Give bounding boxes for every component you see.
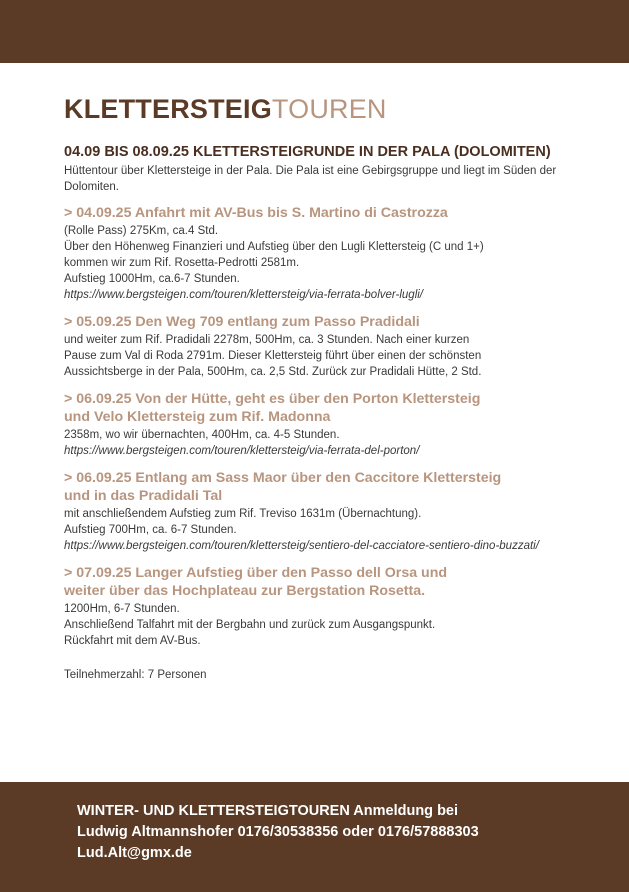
day-heading: > 07.09.25 Langer Aufstieg über den Passo dell Orsa und — [64, 565, 448, 581]
day-heading: und in das Pradidali Tal — [64, 488, 223, 504]
route-link[interactable]: https://www.bergsteigen.com/touren/klettersteig/via-ferrata-del-porton/ — [64, 445, 420, 457]
tour-subtitle: 04.09 BIS 08.09.25 KLETTERSTEIGRUNDE IN DER PALA (DOLOMITEN) — [64, 144, 551, 160]
day-line: Pause zum Val di Roda 2791m. Dieser Klettersteig führt über einen der schönsten — [64, 350, 482, 362]
route-link[interactable]: https://www.bergsteigen.com/touren/klettersteig/via-ferrata-bolver-lugli/ — [64, 289, 424, 301]
top-banner — [0, 0, 629, 63]
day-line: (Rolle Pass) 275Km, ca.4 Std. — [64, 225, 219, 237]
day-line: Aufstieg 700Hm, ca. 6-7 Stunden. — [64, 524, 237, 536]
day-line: Über den Höhenweg Finanzieri und Aufstieg über den Lugli Klettersteig (C und 1+) — [64, 241, 484, 253]
day-heading: > 04.09.25 Anfahrt mit AV-Bus bis S. Martino di Castrozza — [64, 205, 448, 221]
intro-line: Dolomiten. — [64, 181, 119, 193]
day-heading: weiter über das Hochplateau zur Bergstation Rosetta. — [64, 583, 426, 599]
intro-text — [64, 163, 604, 195]
route-link[interactable]: https://www.bergsteigen.com/touren/klettersteig/sentiero-del-cacciatore-sentiero-dino-buzzati/ — [64, 540, 539, 552]
footer-contact — [77, 801, 617, 864]
day-section-1 — [64, 205, 604, 303]
intro-line: Hüttentour über Klettersteige in der Pala. Die Pala ist eine Gebirgsgruppe und liegt im Süden der — [64, 165, 557, 177]
day-heading: und Velo Klettersteig zum Rif. Madonna — [64, 409, 331, 425]
day-line: 2358m, wo wir übernachten, 400Hm, ca. 4-5 Stunden. — [64, 429, 340, 441]
day-line: 1200Hm, 6-7 Stunden. — [64, 603, 180, 615]
title-bold: KLETTERSTEIG — [64, 94, 272, 124]
day-line: Aussichtsberge in der Pala, 500Hm, ca. 2,5 Std. Zurück zur Pradidali Hütte, 2 Std. — [64, 366, 482, 378]
day-line: Anschließend Talfahrt mit der Bergbahn und zurück zum Ausgangspunkt. — [64, 619, 436, 631]
footer-line: WINTER- UND KLETTERSTEIGTOUREN Anmeldung bei — [77, 803, 459, 819]
day-line: kommen wir zum Rif. Rosetta-Pedrotti 2581m. — [64, 257, 300, 269]
title-light: TOUREN — [271, 94, 387, 124]
day-heading: > 06.09.25 Von der Hütte, geht es über den Porton Klettersteig — [64, 391, 481, 407]
day-section-5 — [64, 565, 604, 649]
day-section-2 — [64, 314, 604, 380]
participant-value: 7 Personen — [147, 669, 207, 681]
day-line: mit anschließendem Aufstieg zum Rif. Treviso 1631m (Übernachtung). — [64, 508, 422, 520]
footer-email[interactable]: Lud.Alt@gmx.de — [77, 845, 192, 861]
main-content — [64, 92, 604, 683]
day-line: und weiter zum Rif. Pradidali 2278m, 500Hm, ca. 3 Stunden. Nach einer kurzen — [64, 334, 470, 346]
day-heading: > 06.09.25 Entlang am Sass Maor über den Caccitore Klettersteig — [64, 470, 502, 486]
day-section-4 — [64, 470, 604, 554]
participant-count — [64, 667, 604, 683]
participant-label: Teilnehmerzahl: — [64, 669, 145, 681]
day-line: Rückfahrt mit dem AV-Bus. — [64, 635, 201, 647]
page-title — [64, 92, 604, 126]
footer-line: Ludwig Altmannshofer 0176/30538356 oder 0176/57888303 — [77, 824, 479, 840]
day-heading: > 05.09.25 Den Weg 709 entlang zum Passo Pradidali — [64, 314, 420, 330]
day-section-3 — [64, 391, 604, 459]
day-line: Aufstieg 1000Hm, ca.6-7 Stunden. — [64, 273, 240, 285]
